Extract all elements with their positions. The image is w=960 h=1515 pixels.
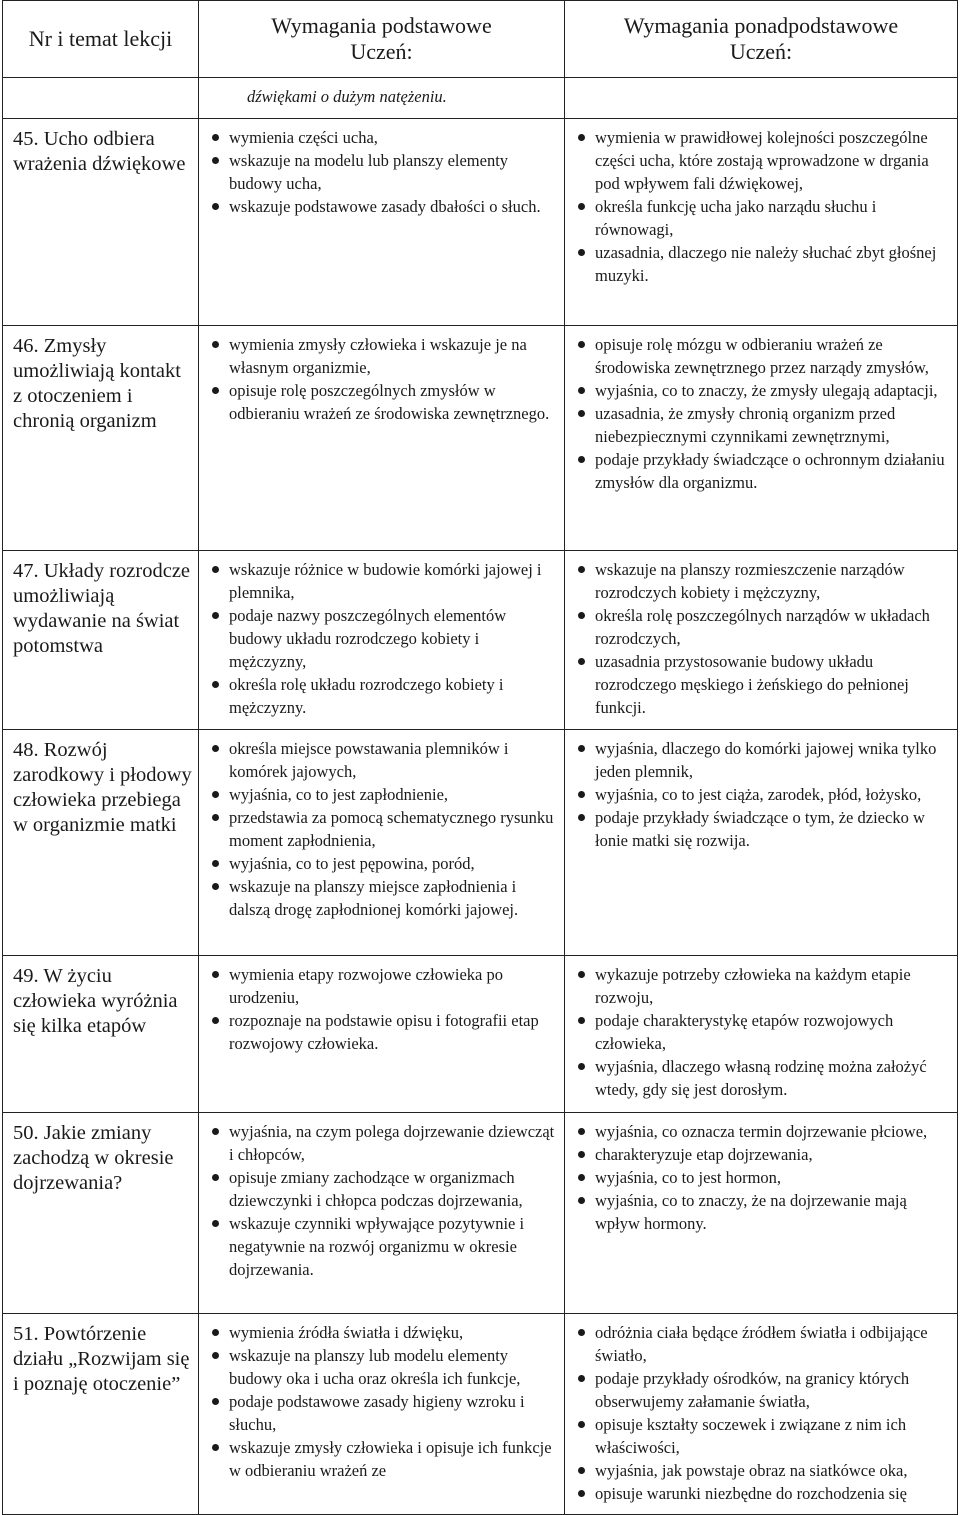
lesson-row [3,1314,958,1515]
requirement-item: wskazuje na modelu lub planszy elementy budowy ucha, [210,149,560,195]
requirement-item: wskazuje czynniki wpływające pozytywnie i negatywnie na rozwój organizmu w okresie dojrzewania. [210,1212,560,1281]
header-basic: Wymagania podstawowe Uczeń: [199,1,565,78]
requirement-item: wyjaśnia, co to jest ciąża, zarodek, płód, łożysko, [576,783,953,806]
basic-requirements [199,326,565,551]
lesson-row [3,119,958,326]
requirement-item: wskazuje zmysły człowieka i opisuje ich funkcje w odbieraniu wrażeń ze [210,1436,560,1482]
basic-requirements [199,1113,565,1314]
requirement-item: wymienia zmysły człowieka i wskazuje je na własnym organizmie, [210,333,560,379]
requirement-item: wymienia w prawidłowej kolejności poszczególne części ucha, które zostają wprowadzone w drgania pod wpływem fali dźwiękowej, [576,126,953,195]
requirement-item: wskazuje na planszy miejsce zapłodnienia i dalszą drogę zapłodnionej komórki jajowej. [210,875,560,921]
basic-requirements [199,956,565,1113]
requirement-item: wskazuje na planszy rozmieszczenie narządów rozrodczych kobiety i mężczyzny, [576,558,953,604]
requirement-item: podaje przykłady świadczące o ochronnym działaniu zmysłów dla organizmu. [576,448,953,494]
requirements-table [2,0,958,1515]
requirement-item: uzasadnia, że zmysły chronią organizm przed niebezpiecznymi czynnikami zewnętrznymi, [576,402,953,448]
requirement-item: przedstawia za pomocą schematycznego rysunku moment zapłodnienia, [210,806,560,852]
requirement-item: opisuje kształty soczewek i związane z nim ich właściwości, [576,1413,953,1459]
advanced-requirements [565,551,958,730]
lesson-row [3,1113,958,1314]
lesson-topic: 45. Ucho odbiera wrażenia dźwiękowe [3,119,199,326]
basic-requirements [199,119,565,326]
advanced-requirements [565,1113,958,1314]
advanced-requirements [565,730,958,956]
header-topic: Nr i temat lekcji [3,1,199,78]
requirement-item: wykazuje potrzeby człowieka na każdym etapie rozwoju, [576,963,953,1009]
header-row [3,1,958,78]
requirement-item: rozpoznaje na podstawie opisu i fotografii etap rozwojowy człowieka. [210,1009,560,1055]
lesson-topic: 46. Zmysły umożliwiają kontakt z otoczeniem i chronią organizm [3,326,199,551]
requirement-item: wyjaśnia, dlaczego do komórki jajowej wnika tylko jeden plemnik, [576,737,953,783]
advanced-requirements [565,956,958,1113]
requirement-item: wyjaśnia, co to znaczy, że zmysły ulegają adaptacji, [576,379,953,402]
advanced-requirements [565,326,958,551]
requirement-item: wyjaśnia, co oznacza termin dojrzewanie płciowe, [576,1120,953,1143]
requirement-item: podaje charakterystykę etapów rozwojowych człowieka, [576,1009,953,1055]
lesson-row [3,956,958,1113]
requirement-item: opisuje rolę poszczególnych zmysłów w odbieraniu wrażeń ze środowiska zewnętrznego. [210,379,560,425]
lesson-topic: 50. Jakie zmiany zachodzą w okresie dojrzewania? [3,1113,199,1314]
continuation-basic-cell [199,78,565,119]
lesson-topic: 48. Rozwój zarodkowy i płodowy człowieka przebiega w organizmie matki [3,730,199,956]
basic-requirements [199,551,565,730]
basic-requirements [199,730,565,956]
continuation-topic-cell [3,78,199,119]
requirement-item: wymienia etapy rozwojowe człowieka po urodzeniu, [210,963,560,1009]
requirement-item: opisuje zmiany zachodzące w organizmach dziewczynki i chłopca podczas dojrzewania, [210,1166,560,1212]
lesson-row [3,551,958,730]
requirement-item: uzasadnia przystosowanie budowy układu rozrodczego męskiego i żeńskiego do pełnionej funkcji. [576,650,953,719]
requirement-item: wyjaśnia, jak powstaje obraz na siatkówce oka, [576,1459,953,1482]
continuation-text: dźwiękami o dużym natężeniu. [247,87,447,106]
advanced-requirements [565,119,958,326]
requirement-item: podaje przykłady ośrodków, na granicy których obserwujemy załamanie światła, [576,1367,953,1413]
requirement-item: określa rolę układu rozrodczego kobiety i mężczyzny. [210,673,560,719]
requirement-item: wyjaśnia, co to znaczy, że na dojrzewanie mają wpływ hormony. [576,1189,953,1235]
header-advanced: Wymagania ponadpodstawowe Uczeń: [565,1,958,78]
requirement-item: podaje nazwy poszczególnych elementów budowy układu rozrodczego kobiety i mężczyzny, [210,604,560,673]
lesson-row [3,730,958,956]
continuation-row [3,78,958,119]
requirement-item: opisuje warunki niezbędne do rozchodzenia się [576,1482,953,1505]
requirement-item: podaje przykłady świadczące o tym, że dziecko w łonie matki się rozwija. [576,806,953,852]
requirement-item: wyjaśnia, dlaczego własną rodzinę można założyć wtedy, gdy się jest dorosłym. [576,1055,953,1101]
requirement-item: określa funkcję ucha jako narządu słuchu i równowagi, [576,195,953,241]
requirement-item: charakteryzuje etap dojrzewania, [576,1143,953,1166]
requirement-item: wskazuje podstawowe zasady dbałości o słuch. [210,195,560,218]
requirement-item: wskazuje na planszy lub modelu elementy budowy oka i ucha oraz określa ich funkcje, [210,1344,560,1390]
lesson-topic: 49. W życiu człowieka wyróżnia się kilka etapów [3,956,199,1113]
requirement-item: określa rolę poszczególnych narządów w układach rozrodczych, [576,604,953,650]
requirement-item: wyjaśnia, na czym polega dojrzewanie dziewcząt i chłopców, [210,1120,560,1166]
lesson-topic: 47. Układy rozrodcze umożliwiają wydawanie na świat potomstwa [3,551,199,730]
requirement-item: wymienia źródła światła i dźwięku, [210,1321,560,1344]
requirement-item: wskazuje różnice w budowie komórki jajowej i plemnika, [210,558,560,604]
requirement-item: opisuje rolę mózgu w odbieraniu wrażeń ze środowiska zewnętrznego przez narządy zmysłów, [576,333,953,379]
requirement-item: wyjaśnia, co to jest pępowina, poród, [210,852,560,875]
requirement-item: uzasadnia, dlaczego nie należy słuchać zbyt głośnej muzyki. [576,241,953,287]
requirement-item: wymienia części ucha, [210,126,560,149]
basic-requirements [199,1314,565,1515]
requirement-item: określa miejsce powstawania plemników i komórek jajowych, [210,737,560,783]
requirement-item: odróżnia ciała będące źródłem światła i odbijające światło, [576,1321,953,1367]
requirement-item: wyjaśnia, co to jest zapłodnienie, [210,783,560,806]
continuation-advanced-cell [565,78,958,119]
lesson-topic: 51. Powtórzenie działu „Rozwijam się i poznaję otoczenie” [3,1314,199,1515]
advanced-requirements [565,1314,958,1515]
lesson-row [3,326,958,551]
requirement-item: podaje podstawowe zasady higieny wzroku i słuchu, [210,1390,560,1436]
requirement-item: wyjaśnia, co to jest hormon, [576,1166,953,1189]
